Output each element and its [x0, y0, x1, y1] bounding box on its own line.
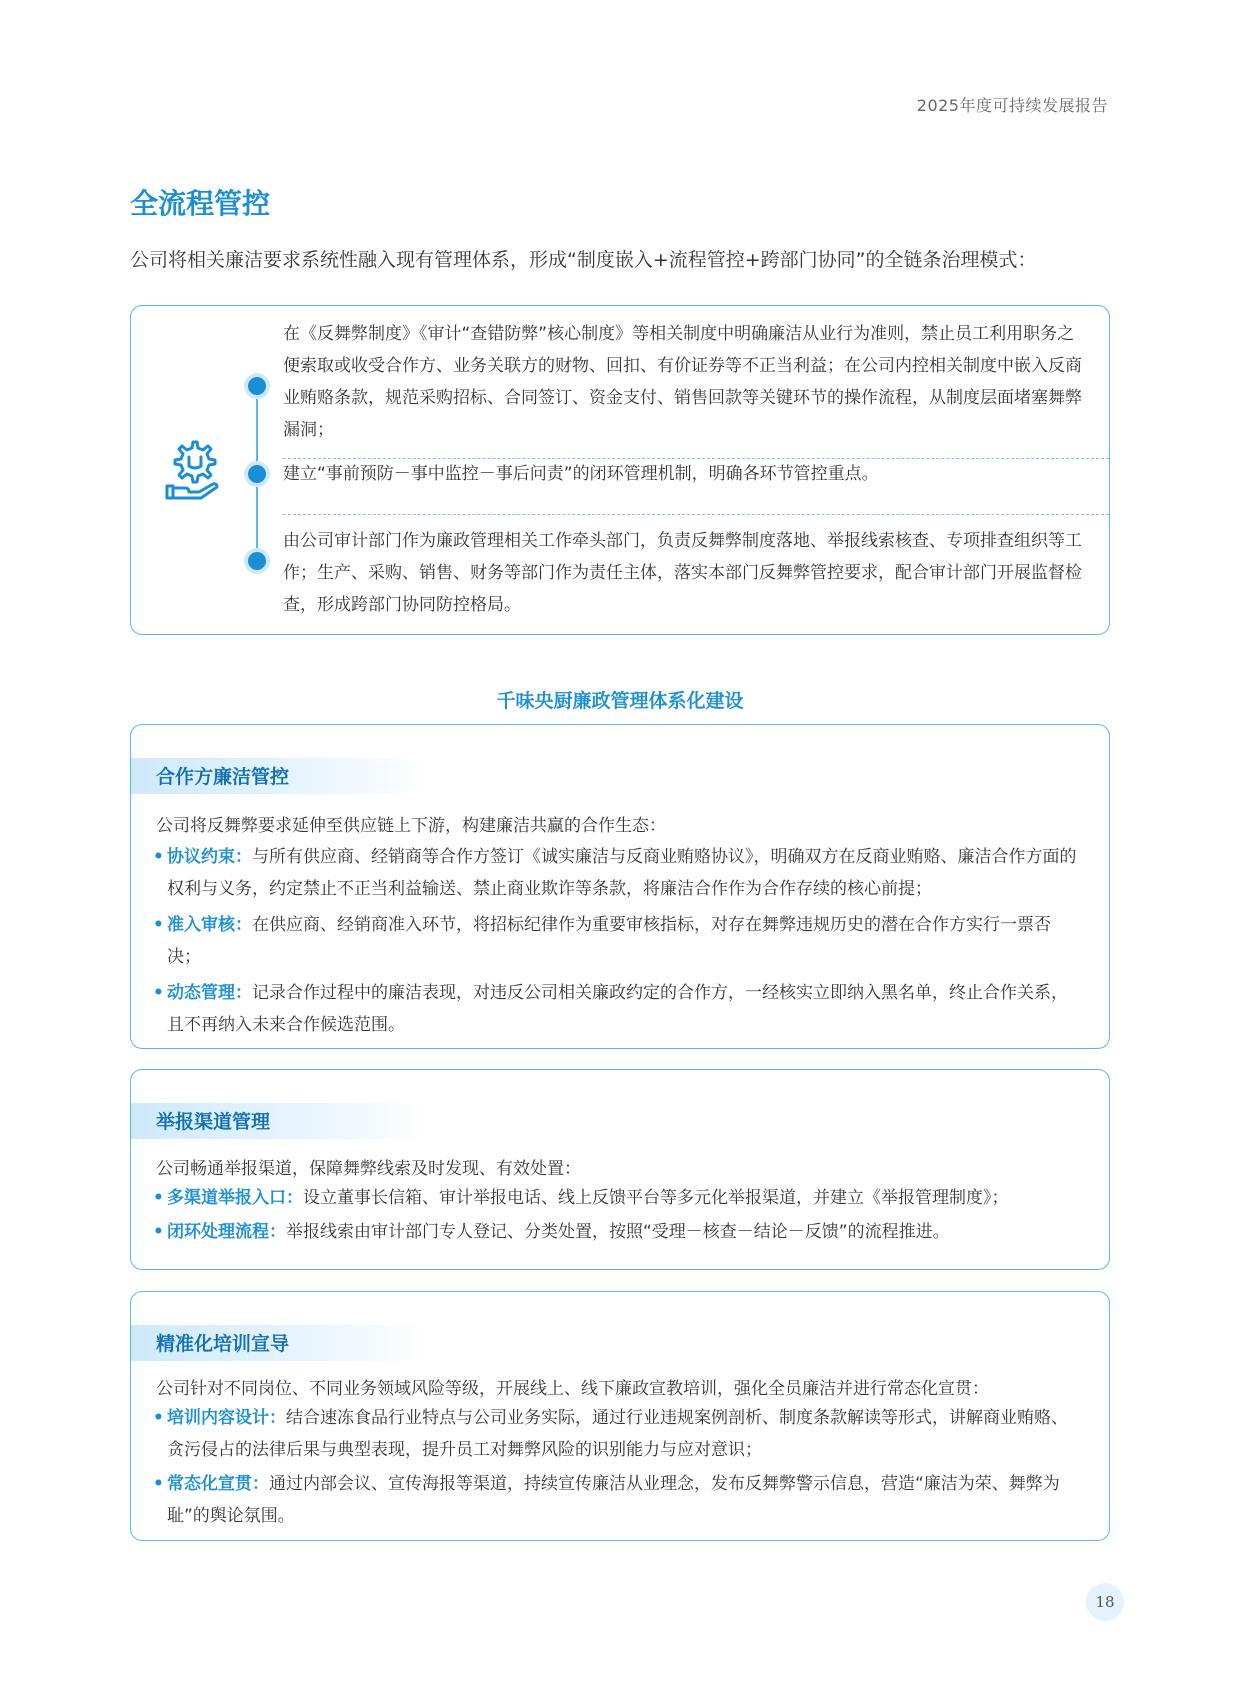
- bullet-dot-icon: •: [153, 983, 164, 1003]
- bullet-item: • 协议约束：与所有供应商、经销商等合作方签订《诚实廉洁与反商业贿赂协议》，明确双方在反商业贿赂、廉洁合作方面的权利与义务，约定禁止不正当利益输送、禁止商业欺诈等条款，将廉洁合作作为合作存续的核心前提；: [153, 841, 1083, 905]
- page-number: 18: [1086, 1583, 1124, 1621]
- card-precision-training: [130, 1291, 1110, 1541]
- bullet-dot-icon: •: [153, 1408, 164, 1428]
- section-intro: 公司将相关廉洁要求系统性融入现有管理体系，形成“制度嵌入+流程管控+跨部门协同”的全链条治理模式：: [130, 249, 1037, 271]
- process-control-panel: [130, 305, 1110, 635]
- card-intro: 公司针对不同岗位、不同业务领域风险等级，开展线上、线下廉政宣教培训，强化全员廉洁并进行常态化宣贯：: [156, 1379, 989, 1399]
- bullet-item: • 培训内容设计：结合速冻食品行业特点与公司业务实际，通过行业违规案例剖析、制度条款解读等形式，讲解商业贿赂、贪污侵占的法律后果与典型表现，提升员工对舞弊风险的识别能力与应对意识；: [153, 1402, 1083, 1466]
- bullet-dot-icon: •: [153, 1474, 164, 1494]
- bullet-item: • 常态化宣贯：通过内部会议、宣传海报等渠道，持续宣传廉洁从业理念，发布反舞弊警示信息，营造“廉洁为荣、舞弊为耻”的舆论氛围。: [153, 1468, 1083, 1532]
- card-title: 举报渠道管理: [156, 1111, 271, 1133]
- bullet-item: • 准入审核：在供应商、经销商准入环节，将招标纪律作为重要审核指标，对存在舞弊违规历史的潜在合作方实行一票否决；: [153, 909, 1083, 973]
- process-item-1: 在《反舞弊制度》《审计“查错防弊”核心制度》等相关制度中明确廉洁从业行为准则，禁止员工利用职务之便索取或收受合作方、业务关联方的财物、回扣、有价证券等不正当利益；在公司内控相关制度中嵌入反商业贿赂条款，规范采购招标、合同签订、资金支付、销售回款等关键环节的操作流程，从制度层面堵塞舞弊漏洞；: [283, 324, 1082, 440]
- bullet-dot-icon: •: [153, 1188, 164, 1208]
- timeline-dot: [248, 377, 266, 395]
- bullet-item: • 闭环处理流程：举报线索由审计部门专人登记、分类处置，按照“受理－核查－结论－反馈”的流程推进。: [153, 1216, 1083, 1248]
- report-header-title: 2025年度可持续发展报告: [916, 96, 1108, 115]
- timeline-dot: [248, 465, 266, 483]
- card-whistleblowing-channels: [130, 1069, 1110, 1270]
- gear-hand-icon: [159, 436, 227, 504]
- card-title: 精准化培训宣导: [156, 1333, 290, 1355]
- dashed-divider: [283, 514, 1109, 515]
- bullet-dot-icon: •: [153, 915, 164, 935]
- timeline-dot: [248, 552, 266, 570]
- system-subheading: 千味央厨廉政管理体系化建设: [496, 690, 744, 712]
- bullet-dot-icon: •: [153, 1222, 164, 1242]
- card-intro: 公司畅通举报渠道，保障舞弊线索及时发现、有效处置：: [156, 1159, 581, 1179]
- card-header: [131, 1325, 431, 1361]
- bullet-item: • 多渠道举报入口：设立董事长信箱、审计举报电话、线上反馈平台等多元化举报渠道，并建立《举报管理制度》；: [153, 1182, 1083, 1214]
- card-intro: 公司将反舞弊要求延伸至供应链上下游，构建廉洁共赢的合作生态：: [156, 816, 666, 836]
- card-header: [131, 1103, 431, 1139]
- process-item-2: 建立“事前预防－事中监控－事后问责”的闭环管理机制，明确各环节管控重点。: [283, 464, 879, 484]
- card-title: 合作方廉洁管控: [156, 766, 290, 788]
- section-title: 全流程管控: [130, 187, 271, 220]
- bullet-dot-icon: •: [153, 847, 164, 867]
- card-header: [131, 758, 431, 794]
- card-partner-integrity: [130, 724, 1110, 1049]
- bullet-item: • 动态管理：记录合作过程中的廉洁表现，对违反公司相关廉政约定的合作方，一经核实立即纳入黑名单，终止合作关系，且不再纳入未来合作候选范围。: [153, 977, 1083, 1041]
- process-item-3: 由公司审计部门作为廉政管理相关工作牵头部门，负责反舞弊制度落地、举报线索核查、专项排查组织等工作；生产、采购、销售、财务等部门作为责任主体，落实本部门反舞弊管控要求，配合审计部门开展监督检查，形成跨部门协同防控格局。: [283, 531, 1082, 615]
